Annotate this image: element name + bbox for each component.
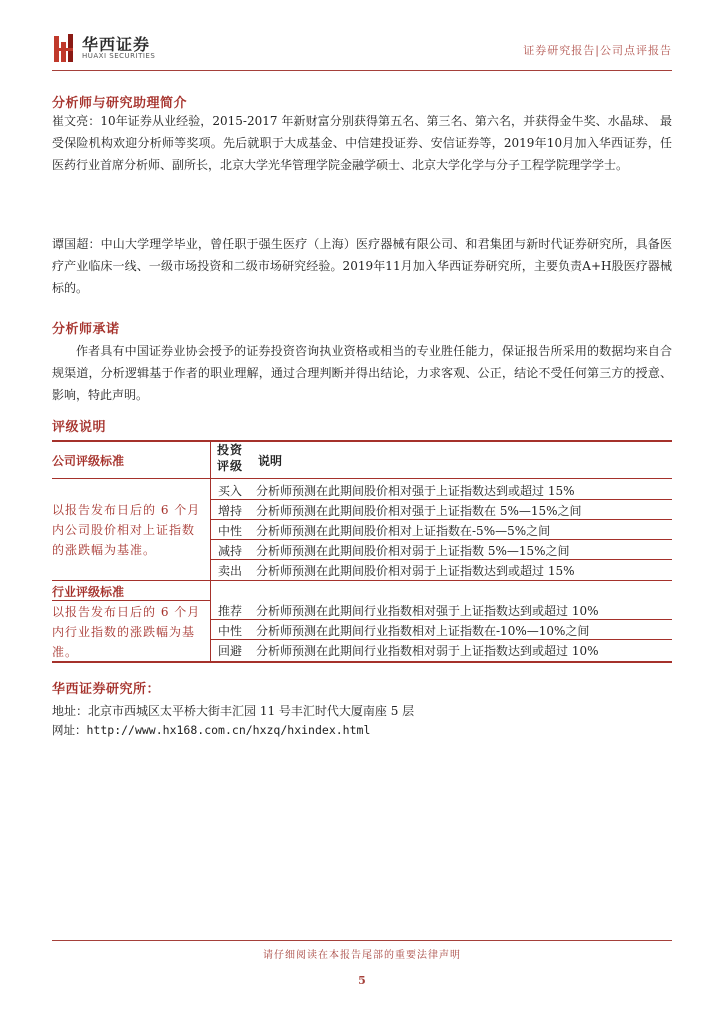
industry-rating-label: 行业评级标准 — [52, 585, 125, 599]
company-rating-name: 中性 — [217, 524, 242, 538]
rating-title: 评级说明 — [52, 420, 107, 435]
col-header-rating: 投资评级 — [216, 443, 243, 473]
company-rating-name: 卖出 — [217, 564, 242, 578]
commitment-text: 作者具有中国证券业协会授予的证券投资咨询执业资格或相当的专业胜任能力，保证报告所采用的数据均来自合规渠道，分析逻辑基于作者的职业理解，通过合理判断并得出结论，力求客观、公正，结论不受任何第三方的授意、影响，特此声明。 — [52, 344, 672, 402]
page-number: 5 — [358, 974, 366, 987]
company-rating-name: 买入 — [217, 484, 242, 498]
brand-name-en: HUAXI SECURITIES — [82, 52, 156, 60]
col-header-desc: 说明 — [258, 454, 283, 468]
industry-rating-name: 回避 — [217, 644, 242, 658]
analyst-intro-p1: 崔文亮：10年证券从业经验，2015-2017 年新财富分别获得第五名、第三名、第六名，并获得金牛奖、水晶球、 最受保险机构欢迎分析师等奖项。先后就职于大成基金、中信建投证券、安信证券等，2019年10月加入华西证券，任医药行业首席分析师、副所长，北京大学光华管理学院金融学硕士、北京大学化学与分子工程学院理学学士。 — [52, 114, 672, 172]
commitment-title: 分析师承诺 — [52, 322, 120, 337]
industry-rating-text: 分析师预测在此期间行业指数相对弱于上证指数达到或超过 10% — [256, 644, 599, 658]
row-divider — [210, 519, 672, 520]
row-divider — [210, 499, 672, 500]
analyst-intro-title: 分析师与研究助理简介 — [52, 96, 188, 111]
industry-rating-name: 推荐 — [217, 604, 242, 618]
company-rating-text: 分析师预测在此期间股价相对强于上证指数在 5%—15%之间 — [256, 504, 582, 518]
row-divider — [210, 559, 672, 560]
row-divider — [210, 619, 672, 620]
brand-name: 华西证券 — [82, 35, 151, 54]
industry-rating-text: 分析师预测在此期间行业指数相对强于上证指数达到或超过 10% — [256, 604, 599, 618]
company-rating-text: 分析师预测在此期间股价相对强于上证指数达到或超过 15% — [256, 484, 575, 498]
institute-address: 地址：北京市西城区太平桥大街丰汇园 11 号丰汇时代大厦南座 5 层 — [52, 704, 415, 718]
company-rating-name: 减持 — [217, 544, 242, 558]
section-divider — [52, 580, 672, 581]
footer-divider — [52, 940, 672, 941]
industry-rating-desc: 以报告发布日后的 6 个月内行业指数的涨跌幅为基准。 — [52, 605, 201, 659]
institute-website[interactable]: 网址：http://www.hx168.com.cn/hxzq/hxindex.html — [52, 723, 371, 737]
industry-rating-text: 分析师预测在此期间行业指数相对上证指数在-10%—10%之间 — [256, 624, 590, 638]
page-header — [52, 28, 672, 68]
company-rating-text: 分析师预测在此期间股价相对弱于上证指数达到或超过 15% — [256, 564, 575, 578]
industry-rating-name: 中性 — [217, 624, 242, 638]
company-rating-name: 增持 — [217, 504, 242, 518]
table-bottom-rule — [52, 661, 672, 663]
document-type: 证券研究报告|公司点评报告 — [523, 44, 672, 57]
table-vertical-rule — [210, 440, 211, 662]
legal-notice: 请仔细阅读在本报告尾部的重要法律声明 — [263, 950, 461, 961]
institute-title: 华西证券研究所： — [52, 682, 161, 697]
table-header-rule — [52, 478, 672, 479]
row-divider — [210, 539, 672, 540]
company-rating-text: 分析师预测在此期间股价相对弱于上证指数 5%—15%之间 — [256, 544, 570, 558]
industry-label-rule — [52, 600, 210, 601]
company-rating-label: 公司评级标准 — [52, 454, 125, 468]
analyst-intro-p2: 谭国超：中山大学理学毕业，曾任职于强生医疗（上海）医疗器械有限公司、和君集团与新时代证券研究所，具备医疗产业临床一线、一级市场投资和二级市场研究经验。2019年11月加入华西证券研究所，主要负责A+H股医疗器械标的。 — [52, 237, 672, 295]
company-rating-desc: 以报告发布日后的 6 个月内公司股价相对上证指数的涨跌幅为基准。 — [52, 503, 201, 557]
row-divider — [210, 639, 672, 640]
header-divider — [52, 70, 672, 71]
table-top-rule — [52, 440, 672, 442]
company-rating-text: 分析师预测在此期间股价相对上证指数在-5%—5%之间 — [256, 524, 551, 538]
huaxi-logo-icon — [52, 32, 76, 64]
